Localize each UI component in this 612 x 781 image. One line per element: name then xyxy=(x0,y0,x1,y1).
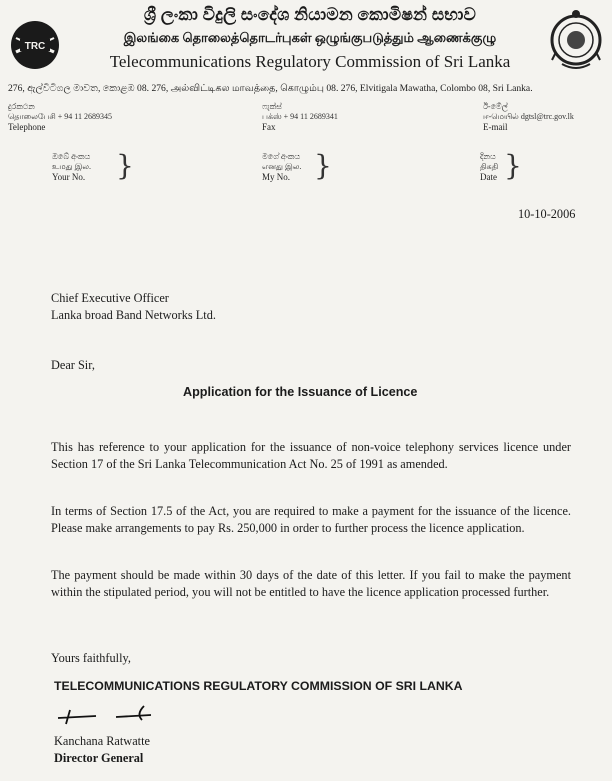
date-label-en: Date xyxy=(480,172,497,182)
letterhead-address: 276, ඇල්විටිගල මාවත, කොළඹ 08. 276, அல்விட்டிகல மாவத்தை, கொழும்பு 08. 276, Elvitigala Mawatha, Colombo 08, Sri Lanka. xyxy=(8,83,533,94)
letter-date: 10-10-2006 xyxy=(518,207,576,221)
sri-lanka-emblem-icon xyxy=(548,8,604,74)
telephone-block xyxy=(8,102,112,132)
recipient-block xyxy=(51,290,216,324)
date-label-ta: திகதி xyxy=(480,162,499,171)
handwritten-signature xyxy=(56,700,176,733)
telephone-number: தொலைபேசி + 94 11 2689345 xyxy=(8,112,112,121)
telephone-label-en: Telephone xyxy=(8,122,46,132)
recipient-company: Lanka broad Band Networks Ltd. xyxy=(51,308,216,322)
email-address: ஈ-மெயில் dgtsl@trc.gov.lk xyxy=(483,112,574,121)
title-tamil: இலங்கை தொலைத்தொடர்புகள் ஒழுங்குபடுத்தும் ஆணைக்குழு xyxy=(123,30,497,45)
my-no-label-si: මගේ අංකය xyxy=(262,152,301,161)
my-no-brace: } xyxy=(314,149,332,182)
date-brace: } xyxy=(504,149,522,182)
paragraph-payment: In terms of Section 17.5 of the Act, you are required to make a payment for the issuance of the licence. Please make arrangements to pay Rs. 250,000 in order to further process the licence application. xyxy=(51,504,571,535)
your-no-brace: } xyxy=(116,149,134,182)
your-no-field xyxy=(52,152,91,182)
fax-block xyxy=(262,102,338,132)
your-no-label-en: Your No. xyxy=(52,172,86,182)
date-label-si: දිනය xyxy=(480,152,496,161)
signatory-title: Director General xyxy=(54,751,144,765)
telephone-label-si: දුරකථන xyxy=(8,102,35,111)
title-sinhala: ශ්‍රී ලංකා විදුලි සංදේශ නියාමන කොමිෂන් සභාව xyxy=(143,5,477,24)
recipient-title: Chief Executive Officer xyxy=(51,291,169,305)
your-no-label-ta: உமது இல. xyxy=(52,162,92,171)
email-block xyxy=(483,102,574,132)
email-label-en: E-mail xyxy=(483,122,508,132)
trc-logo-text: TRC xyxy=(24,41,46,52)
your-no-label-si: ඔබේ අංකය xyxy=(52,152,91,161)
my-no-label-en: My No. xyxy=(262,172,291,182)
trc-logo xyxy=(10,20,60,70)
my-no-label-ta: எனது இல. xyxy=(262,162,302,171)
fax-number: பக்ஸ் + 94 11 2689341 xyxy=(262,112,338,121)
signing-organization: TELECOMMUNICATIONS REGULATORY COMMISSION OF SRI LANKA xyxy=(54,679,463,693)
email-label-si: ඊ-මේල් xyxy=(483,102,508,111)
salutation: Dear Sir, xyxy=(51,358,95,372)
paragraph-deadline: The payment should be made within 30 days of the date of this letter. If you fail to make the payment within the stipulated period, you will not be entitled to have the licence application processed further. xyxy=(51,568,571,599)
fax-label-si: ෆැක්ස් xyxy=(262,102,282,111)
fax-label-en: Fax xyxy=(262,122,276,132)
signatory-name: Kanchana Ratwatte xyxy=(54,734,150,748)
letter-subject: Application for the Issuance of Licence xyxy=(183,385,418,399)
paragraph-reference: This has reference to your application for the issuance of non-voice telephony services licence under Section 17 of the Sri Lanka Telecommunication Act No. 25 of 1991 as amended. xyxy=(51,440,571,471)
my-no-field xyxy=(262,152,301,182)
closing: Yours faithfully, xyxy=(51,651,131,665)
date-field xyxy=(480,152,498,182)
title-english: Telecommunications Regulatory Commission of Sri Lanka xyxy=(109,52,511,71)
